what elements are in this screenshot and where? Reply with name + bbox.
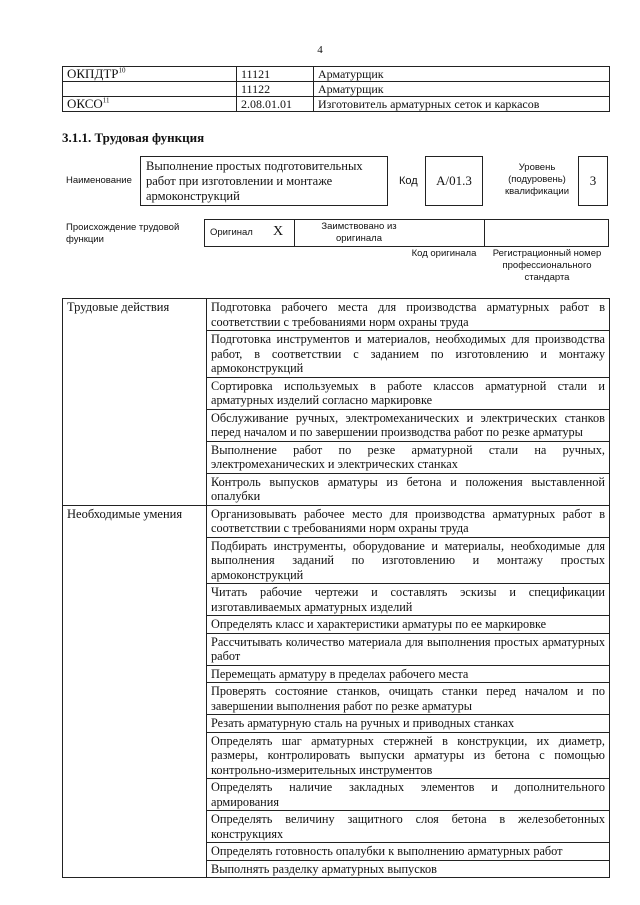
code-cell: 11122 [237, 82, 314, 97]
classifier-cell [63, 67, 237, 82]
footnote-ref: 11 [102, 96, 110, 105]
table-row [63, 505, 610, 537]
page-number: 4 [317, 44, 323, 56]
labour-function-table [62, 298, 610, 878]
table-cell: Определять шаг арматурных стержней в конструкции, их диаметр, размеры, контролировать выпуски арматуры из бетона с помощью контрольно-измерительных инструментов [207, 732, 610, 779]
table-cell: Определять готовность опалубки к выполнению арматурных работ [207, 843, 610, 861]
table-cell: Рассчитывать количество материала для выполнения простых арматурных работ [207, 633, 610, 665]
original-cell [205, 220, 295, 246]
labour-actions-title: Трудовые действия [63, 299, 207, 506]
table-cell: Определять наличие закладных элементов и дополнительного армирования [207, 779, 610, 811]
classifier-name: ОКПДТР [67, 66, 119, 81]
table-cell: Подбирать инструменты, оборудование и материалы, необходимые для выполнения заданий по изготовлению и монтажу простых армоконструкций [207, 537, 610, 584]
table-row [63, 67, 610, 82]
origin-label: Происхождение трудовой функции [66, 222, 180, 245]
code-cell: 11121 [237, 67, 314, 82]
name-label: Наименование [66, 175, 132, 186]
table-cell: Выполнять разделку арматурных выпусков [207, 860, 610, 878]
section-title: 3.1.1. Трудовая функция [62, 130, 205, 145]
qualification-level-label: Уровень (подуровень) квалификации [504, 162, 570, 197]
table-cell: Контроль выпусков арматуры из бетона и положения выставленной опалубки [207, 473, 610, 505]
original-label: Оригинал [210, 227, 253, 238]
table-cell: Сортировка используемых в работе классов арматурной стали и арматурных изделий согласно маркировке [207, 377, 610, 409]
footnote-ref: 10 [118, 66, 126, 75]
required-skills-title: Необходимые умения [63, 505, 207, 878]
table-cell: Обслуживание ручных, электромеханических и электрических станков перед началом и по завершении производства работ по резке арматуры [207, 409, 610, 441]
table-cell: Подготовка инструментов и материалов, необходимых для производства работ, в соответствии с заданием по изготовлению и монтажу армоконструкций [207, 331, 610, 378]
function-name-box: Выполнение простых подготовительных работ при изготовлении и монтаже армоконструкций [140, 156, 388, 206]
borrowed-label: Заимствовано из оригинала [321, 221, 397, 244]
table-cell: Резать арматурную сталь на ручных и приводных станках [207, 715, 610, 733]
table-cell: Определять класс и характеристики арматуры по ее маркировке [207, 616, 610, 634]
origin-row [204, 219, 609, 247]
code-label: Код [399, 175, 418, 187]
table-cell: Определять величину защитного слоя бетона в железобетонных конструкциях [207, 811, 610, 843]
table-row [63, 299, 610, 331]
original-mark: X [273, 224, 284, 239]
table-cell: Проверять состояние станков, очищать станки перед началом и по завершении выполнения работ по резке арматуры [207, 683, 610, 715]
qualification-level-box: 3 [578, 156, 608, 206]
occupation-name-cell: Арматурщик [314, 82, 610, 97]
table-cell: Перемещать арматуру в пределах рабочего места [207, 665, 610, 683]
classifier-cell [63, 82, 237, 97]
function-code-box: A/01.3 [425, 156, 483, 206]
reg-number-cell [485, 220, 608, 246]
borrowed-cell [295, 220, 485, 246]
reg-number-caption: Регистрационный номер профессионального стандарта [492, 248, 602, 283]
table-row [63, 97, 610, 112]
table-cell: Организовывать рабочее место для производства арматурных работ в соответствии с требованиями норм охраны труда [207, 505, 610, 537]
occupation-name-cell: Арматурщик [314, 67, 610, 82]
occupation-name-cell: Изготовитель арматурных сеток и каркасов [314, 97, 610, 112]
table-cell: Выполнение работ по резке арматурной стали на ручных, электромеханических и электрических станках [207, 441, 610, 473]
classifier-cell [63, 97, 237, 112]
code-cell: 2.08.01.01 [237, 97, 314, 112]
classifier-name: ОКСО [67, 96, 103, 111]
classifier-codes-table [62, 66, 610, 112]
table-row [63, 82, 610, 97]
table-cell: Подготовка рабочего места для производства арматурных работ в соответствии с требованиями норм охраны труда [207, 299, 610, 331]
code-original-caption: Код оригинала [411, 248, 477, 259]
table-cell: Читать рабочие чертежи и составлять эскизы и спецификации изготавливаемых арматурных изделий [207, 584, 610, 616]
